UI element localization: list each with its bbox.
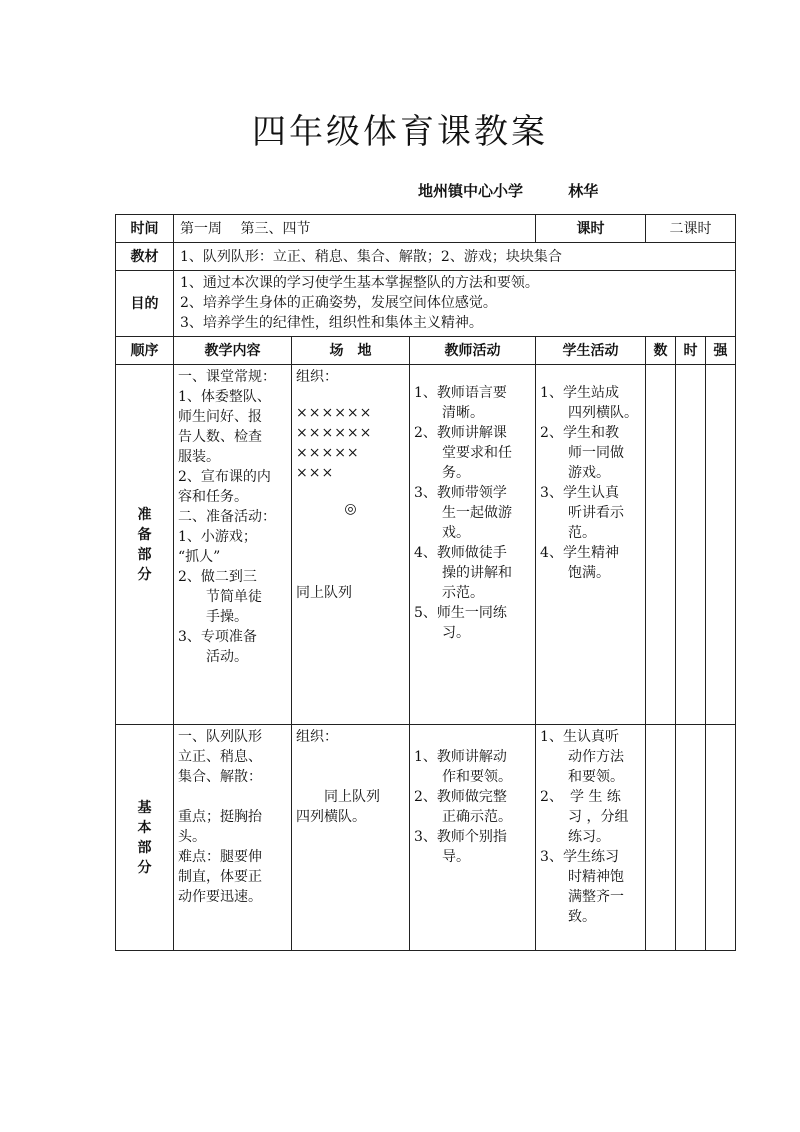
goal-item: 2、培养学生身体的正确姿势，发展空间体位感觉。 (180, 295, 497, 311)
basic-content: 一、队列队形 立正、稍息、 集合、解散： 重点；挺胸抬 头。 难点：腿要伸 制直，体要正 动作要迅速。 (174, 725, 292, 951)
lesson-plan-table (115, 214, 736, 951)
goal-row (116, 271, 736, 337)
section-prep-row (116, 365, 736, 725)
prep-teacher: 1、教师语言要 清晰。 2、教师讲解课 堂要求和任 务。 3、教师带领学 生一起做游 戏。 4、教师做徒手 操的讲解和 示范。 5、师生一同练 习。 (410, 365, 536, 725)
venue-org-label: 组织： (296, 369, 338, 385)
section-prep-label: 准 备 部 分 (116, 365, 174, 725)
formation-row: ×××××× (296, 405, 373, 421)
formation-row: ××× (296, 465, 335, 481)
venue-org-label: 组织： (296, 729, 338, 745)
col-count: 数 (646, 337, 676, 365)
page-title: 四年级体育课教案 (252, 112, 548, 152)
basic-count (646, 725, 676, 951)
prep-intensity (706, 365, 736, 725)
basic-student: 1、生认真听 动作方法 和要领。 2、 学 生 练 习 ，分组 练习。 3、学生练习 时精神饱 满整齐一 致。 (536, 725, 646, 951)
goal-item: 3、培养学生的纪律性，组织性和集体主义精神。 (180, 315, 483, 331)
col-order: 顺序 (116, 337, 174, 365)
col-teacher: 教师活动 (410, 337, 536, 365)
basic-venue (292, 725, 410, 951)
goal-label: 目的 (116, 271, 174, 337)
column-header-row (116, 337, 736, 365)
prep-student: 1、学生站成 四列横队。 2、学生和教 师一同做 游戏。 3、学生认真 听讲看示 范。 4、学生精神 饱满。 (536, 365, 646, 725)
basic-teacher: 1、教师讲解动 作和要领。 2、教师做完整 正确示范。 3、教师个别指 导。 (410, 725, 536, 951)
prep-content: 一、课堂常规： 1、体委整队、 师生问好、报 告人数、检查 服装。 2、宣布课的内 容和任务。 二、准备活动： 1、小游戏； “抓人” 2、做二到三 节简单徒 手操。 3、专项准备 活动。 (174, 365, 292, 725)
period-value: 二课时 (646, 215, 736, 243)
venue-note: 四列横队。 (296, 809, 366, 825)
basic-duration (676, 725, 706, 951)
time-value: 第一周 第三、四节 (174, 215, 536, 243)
section-basic-label: 基 本 部 分 (116, 725, 174, 951)
col-duration: 时 (676, 337, 706, 365)
col-student: 学生活动 (536, 337, 646, 365)
prep-duration (676, 365, 706, 725)
venue-note: 同上队列 (324, 789, 380, 805)
goal-list (174, 271, 736, 337)
col-content: 教学内容 (174, 337, 292, 365)
time-label: 时间 (116, 215, 174, 243)
author-line (418, 180, 598, 201)
col-intensity: 强 (706, 337, 736, 365)
basic-intensity (706, 725, 736, 951)
material-row (116, 243, 736, 271)
prep-venue (292, 365, 410, 725)
material-value: 1、队列队形：立正、稍息、集合、解散；2、游戏；块块集合 (174, 243, 736, 271)
section-basic-row (116, 725, 736, 951)
teacher-name: 林华 (568, 182, 599, 200)
goal-item: 1、通过本次课的学习使学生基本掌握整队的方法和要领。 (180, 275, 539, 291)
formation-row: ×××××× (296, 425, 373, 441)
school-name: 地州镇中心小学 (418, 182, 524, 200)
teacher-position-icon: ◎ (344, 501, 357, 517)
formation-row: ××××× (296, 445, 360, 461)
col-venue: 场 地 (292, 337, 410, 365)
material-label: 教材 (116, 243, 174, 271)
venue-note: 同上队列 (296, 585, 352, 601)
time-row (116, 215, 736, 243)
period-label: 课时 (536, 215, 646, 243)
prep-count (646, 365, 676, 725)
